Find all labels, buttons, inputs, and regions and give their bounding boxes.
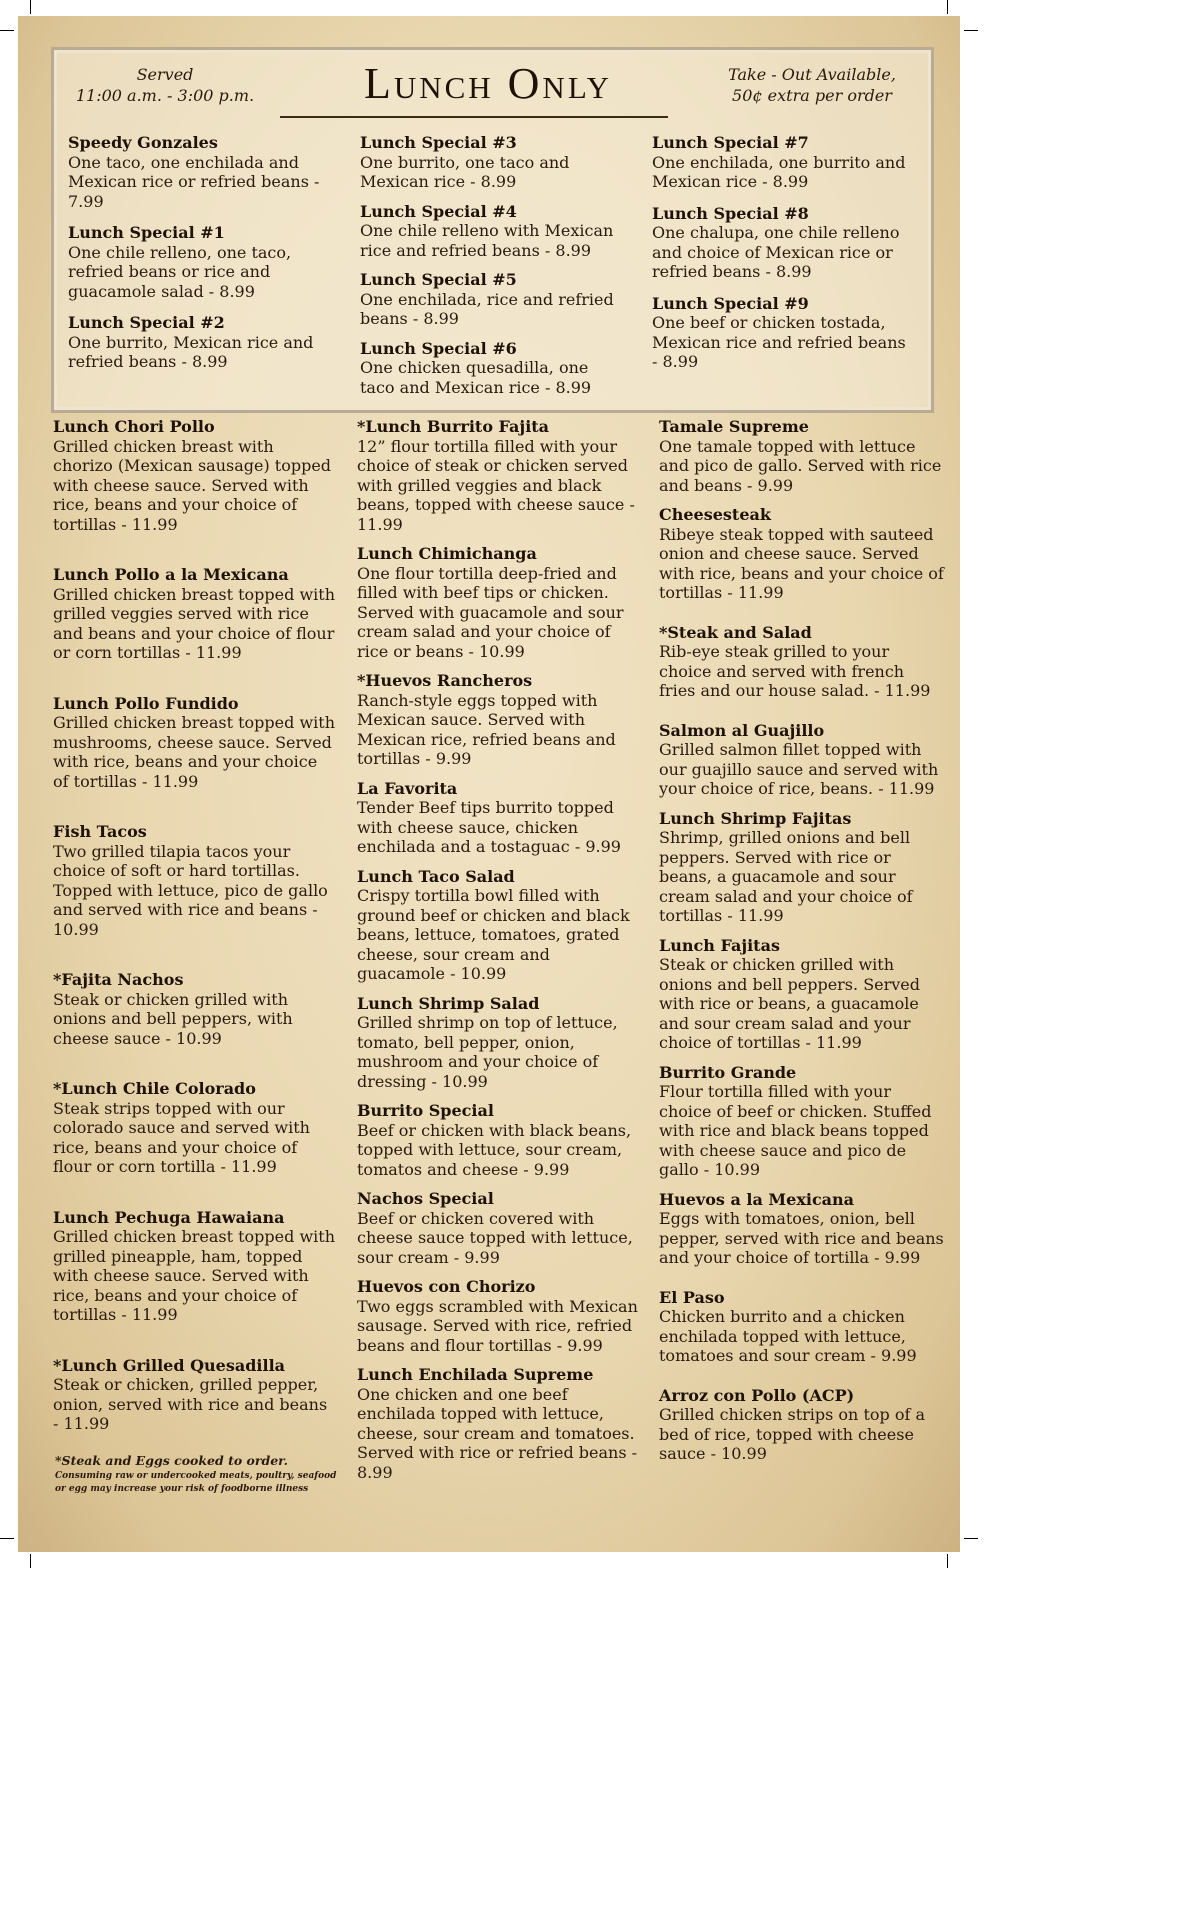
item-name: Lunch Pollo a la Mexicana (53, 565, 289, 584)
menu-item (360, 270, 622, 329)
menu-item (53, 970, 335, 1048)
crop-mark (30, 1554, 31, 1568)
item-name: Fish Tacos (53, 822, 147, 841)
page-title: Lunch Only (363, 59, 613, 108)
item-name: *Huevos Rancheros (357, 671, 533, 690)
item-description: Crispy tortilla bowl filled with ground beef or chicken and black beans, lettuce, tomatoes, grated cheese, sour cream and guacamole - 10.99 (357, 886, 630, 983)
item-description: One chile relleno with Mexican rice and refried beans - 8.99 (360, 221, 614, 260)
item-name: *Steak and Salad (659, 622, 812, 642)
item-description: One beef or chicken tostada, Mexican rice and refried beans - 8.99 (652, 313, 906, 371)
item-description: Beef or chicken with black beans, topped with lettuce, sour cream, tomatos and cheese - 9.99 (357, 1120, 632, 1179)
item-description: Grilled salmon fillet topped with our guajillo sauce and served with your choice of rice, beans. - 11.99 (659, 740, 939, 798)
item-description: Ranch-style eggs topped with Mexican sauce. Served with Mexican rice, refried beans and tortillas - 9.99 (357, 690, 616, 768)
item-name: Burrito Special (357, 1101, 494, 1120)
item-name: Lunch Special #6 (360, 338, 517, 358)
menu-item (360, 339, 622, 398)
item-name: Burrito Grande (659, 1062, 797, 1082)
menu-item (360, 202, 622, 261)
menu-item (53, 1356, 335, 1434)
item-name: *Fajita Nachos (53, 970, 184, 989)
item-name: Lunch Fajitas (659, 935, 780, 955)
item-name: Lunch Chori Pollo (53, 417, 215, 436)
item-description: One burrito, one taco and Mexican rice - 8.99 (360, 152, 570, 191)
item-name: Nachos Special (357, 1189, 494, 1208)
item-description: One flour tortilla deep-fried and filled with beef tips or chicken. Served with guacamole and sour cream salad and your choice of rice or beans - 10.99 (357, 563, 624, 661)
item-description: Two eggs scrambled with Mexican sausage. Served with rice, refried beans and flour tortillas - 9.99 (357, 1296, 638, 1355)
menu-item (357, 867, 641, 984)
menu-item (659, 1063, 945, 1180)
item-name: Lunch Chimichanga (357, 544, 537, 563)
item-name: La Favorita (357, 778, 458, 798)
crop-mark (947, 0, 948, 14)
menu-item (357, 994, 641, 1092)
item-description: Grilled chicken strips on top of a bed of rice, topped with cheese sauce - 10.99 (659, 1405, 926, 1463)
item-description: One chicken and one beef enchilada topped with lettuce, cheese, sour cream and tomatoes. Served with rice or refried beans - 8.99 (357, 1384, 638, 1482)
item-name: Lunch Special #7 (652, 133, 809, 152)
item-name: Lunch Special #8 (652, 203, 809, 223)
item-description: Flour tortilla filled with your choice of beef or chicken. Stuffed with rice and black beans topped with cheese sauce and pico de gallo - 10.99 (659, 1082, 932, 1179)
item-name: Huevos con Chorizo (357, 1277, 536, 1296)
menu-item (53, 417, 335, 534)
item-name: Arroz con Pollo (ACP) (659, 1385, 855, 1405)
item-description: Grilled chicken breast topped with grilled veggies served with rice and beans and your choice of flour or corn tortillas - 11.99 (53, 584, 335, 662)
item-description: 12” flour tortilla filled with your choice of steak or chicken served with grilled veggies and black beans, topped with cheese sauce - 11.99 (357, 436, 635, 534)
menu-item (659, 417, 945, 495)
item-description: One burrito, Mexican rice and refried beans - 8.99 (68, 332, 314, 371)
item-name: Salmon al Guajillo (659, 720, 825, 740)
menu-item (357, 1101, 641, 1179)
item-name: Lunch Enchilada Supreme (357, 1365, 594, 1384)
item-description: Grilled chicken breast topped with grilled pineapple, ham, topped with cheese sauce. Served with rice, beans and your choice of tortillas - 11.99 (53, 1227, 335, 1324)
menu-item (652, 133, 914, 192)
item-description: One enchilada, rice and refried beans - 8.99 (360, 289, 614, 328)
menu-item (68, 223, 330, 301)
specials-column-2 (360, 133, 622, 409)
item-name: Lunch Special #2 (68, 313, 225, 332)
menu-item (652, 204, 914, 282)
item-description: Steak or chicken grilled with onions and bell peppers, with cheese sauce - 10.99 (53, 989, 293, 1048)
item-name: Lunch Pollo Fundido (53, 693, 239, 713)
item-name: Lunch Shrimp Fajitas (659, 808, 852, 828)
food-safety-disclaimer: Consuming raw or undercooked meats, poultry, seafood or egg may increase your risk of foodborne illness (55, 1471, 337, 1494)
item-name: Lunch Special #1 (68, 223, 225, 242)
item-name: Tamale Supreme (659, 417, 809, 436)
menu-column-1 (53, 417, 335, 1446)
item-name: *Lunch Chile Colorado (53, 1079, 256, 1098)
menu-item (53, 1208, 335, 1325)
item-name: Lunch Special #9 (652, 293, 809, 313)
menu-item (360, 133, 622, 192)
specials-column-3 (652, 133, 914, 384)
serving-hours (60, 64, 270, 106)
item-description: One chalupa, one chile relleno and choice of Mexican rice or refried beans - 8.99 (652, 223, 900, 281)
menu-item (53, 694, 335, 792)
item-name: Cheesesteak (659, 505, 771, 524)
menu-item (68, 133, 330, 211)
steak-eggs-note: *Steak and Eggs cooked to order. (55, 1453, 288, 1468)
menu-column-2 (357, 417, 641, 1494)
item-description: Grilled chicken breast with chorizo (Mexican sausage) topped with cheese sauce. Served with rice, beans and your choice of tortillas - 11.99 (53, 436, 332, 534)
crop-mark (964, 30, 978, 31)
item-name: Lunch Taco Salad (357, 866, 515, 886)
item-description: Ribeye steak topped with sauteed onion and cheese sauce. Served with rice, beans and your choice of tortillas - 11.99 (659, 524, 944, 602)
item-name: Huevos a la Mexicana (659, 1189, 855, 1209)
item-description: Grilled chicken breast topped with mushrooms, cheese sauce. Served with rice, beans and your choice of tortillas - 11.99 (53, 713, 335, 791)
item-description: One tamale topped with lettuce and pico de gallo. Served with rice and beans - 9.99 (659, 436, 942, 495)
menu-item (659, 1190, 945, 1268)
menu-item (357, 779, 641, 857)
item-name: Lunch Special #3 (360, 133, 517, 152)
crop-mark (30, 0, 31, 14)
menu-item (659, 721, 945, 799)
menu-item (659, 809, 945, 926)
item-description: Tender Beef tips burrito topped with cheese sauce, chicken enchilada and a tostaguac - 9.99 (357, 798, 621, 856)
menu-item (357, 1365, 641, 1482)
specials-column-1 (68, 133, 330, 384)
menu-item (659, 936, 945, 1053)
takeout-line1: Take - Out Available, (728, 65, 896, 84)
menu-item (652, 294, 914, 372)
item-name: Lunch Shrimp Salad (357, 993, 540, 1013)
menu-item (357, 417, 641, 534)
served-label: Served (136, 65, 194, 84)
menu-item (357, 1277, 641, 1355)
menu-item (659, 505, 945, 603)
item-description: Chicken burrito and a chicken enchilada topped with lettuce, tomatoes and sour cream - 9.99 (659, 1307, 917, 1365)
takeout-line2: 50¢ extra per order (732, 86, 892, 105)
item-description: Rib-eye steak grilled to your choice and served with french fries and our house salad. - 11.99 (659, 642, 931, 700)
menu-item (53, 565, 335, 663)
item-description: One taco, one enchilada and Mexican rice or refried beans - 7.99 (68, 152, 320, 211)
item-description: Eggs with tomatoes, onion, bell pepper, served with rice and beans and your choice of tortilla - 9.99 (659, 1209, 944, 1267)
item-description: One enchilada, one burrito and Mexican rice - 8.99 (652, 152, 906, 191)
menu-item (659, 1386, 945, 1464)
menu-item (357, 1189, 641, 1267)
menu-item (53, 822, 335, 939)
item-name: *Lunch Burrito Fajita (357, 417, 550, 436)
title-divider (280, 116, 668, 118)
item-description: Steak or chicken, grilled pepper, onion, served with rice and beans - 11.99 (53, 1375, 328, 1433)
item-description: Shrimp, grilled onions and bell peppers. Served with rice or beans, a guacamole and sour cream salad and your choice of tortillas - 11.99 (659, 828, 913, 925)
served-hours: 11:00 a.m. - 3:00 p.m. (75, 86, 255, 105)
item-name: Lunch Special #5 (360, 270, 517, 289)
item-description: One chile relleno, one taco, refried beans or rice and guacamole salad - 8.99 (68, 242, 292, 301)
crop-mark (0, 1538, 14, 1539)
takeout-note (712, 64, 912, 106)
item-name: El Paso (659, 1287, 725, 1307)
menu-item (357, 671, 641, 769)
crop-mark (947, 1554, 948, 1568)
item-description: Steak or chicken grilled with onions and bell peppers. Served with rice or beans, a guacamole and sour cream salad and your choice of tortillas - 11.99 (659, 955, 921, 1052)
menu-item (53, 1079, 335, 1177)
item-description: Steak strips topped with our colorado sauce and served with rice, beans and your choice of flour or corn tortilla - 11.99 (53, 1098, 310, 1176)
item-name: Speedy Gonzales (68, 133, 218, 152)
item-name: Lunch Pechuga Hawaiana (53, 1207, 285, 1227)
menu-item (659, 1288, 945, 1366)
item-name: *Lunch Grilled Quesadilla (53, 1355, 286, 1375)
item-description: Two grilled tilapia tacos your choice of soft or hard tortillas. Topped with lettuce, pico de gallo and served with rice and beans - 10.99 (53, 841, 328, 939)
item-name: Lunch Special #4 (360, 201, 517, 221)
menu-column-3 (659, 417, 945, 1476)
item-description: One chicken quesadilla, one taco and Mexican rice - 8.99 (360, 358, 592, 397)
crop-mark (0, 30, 14, 31)
item-description: Grilled shrimp on top of lettuce, tomato, bell pepper, onion, mushroom and your choice of dressing - 10.99 (357, 1013, 618, 1091)
item-description: Beef or chicken covered with cheese sauce topped with lettuce, sour cream - 9.99 (357, 1208, 633, 1267)
menu-item (659, 623, 945, 701)
menu-item (357, 544, 641, 661)
crop-mark (964, 1538, 978, 1539)
menu-item (68, 313, 330, 372)
